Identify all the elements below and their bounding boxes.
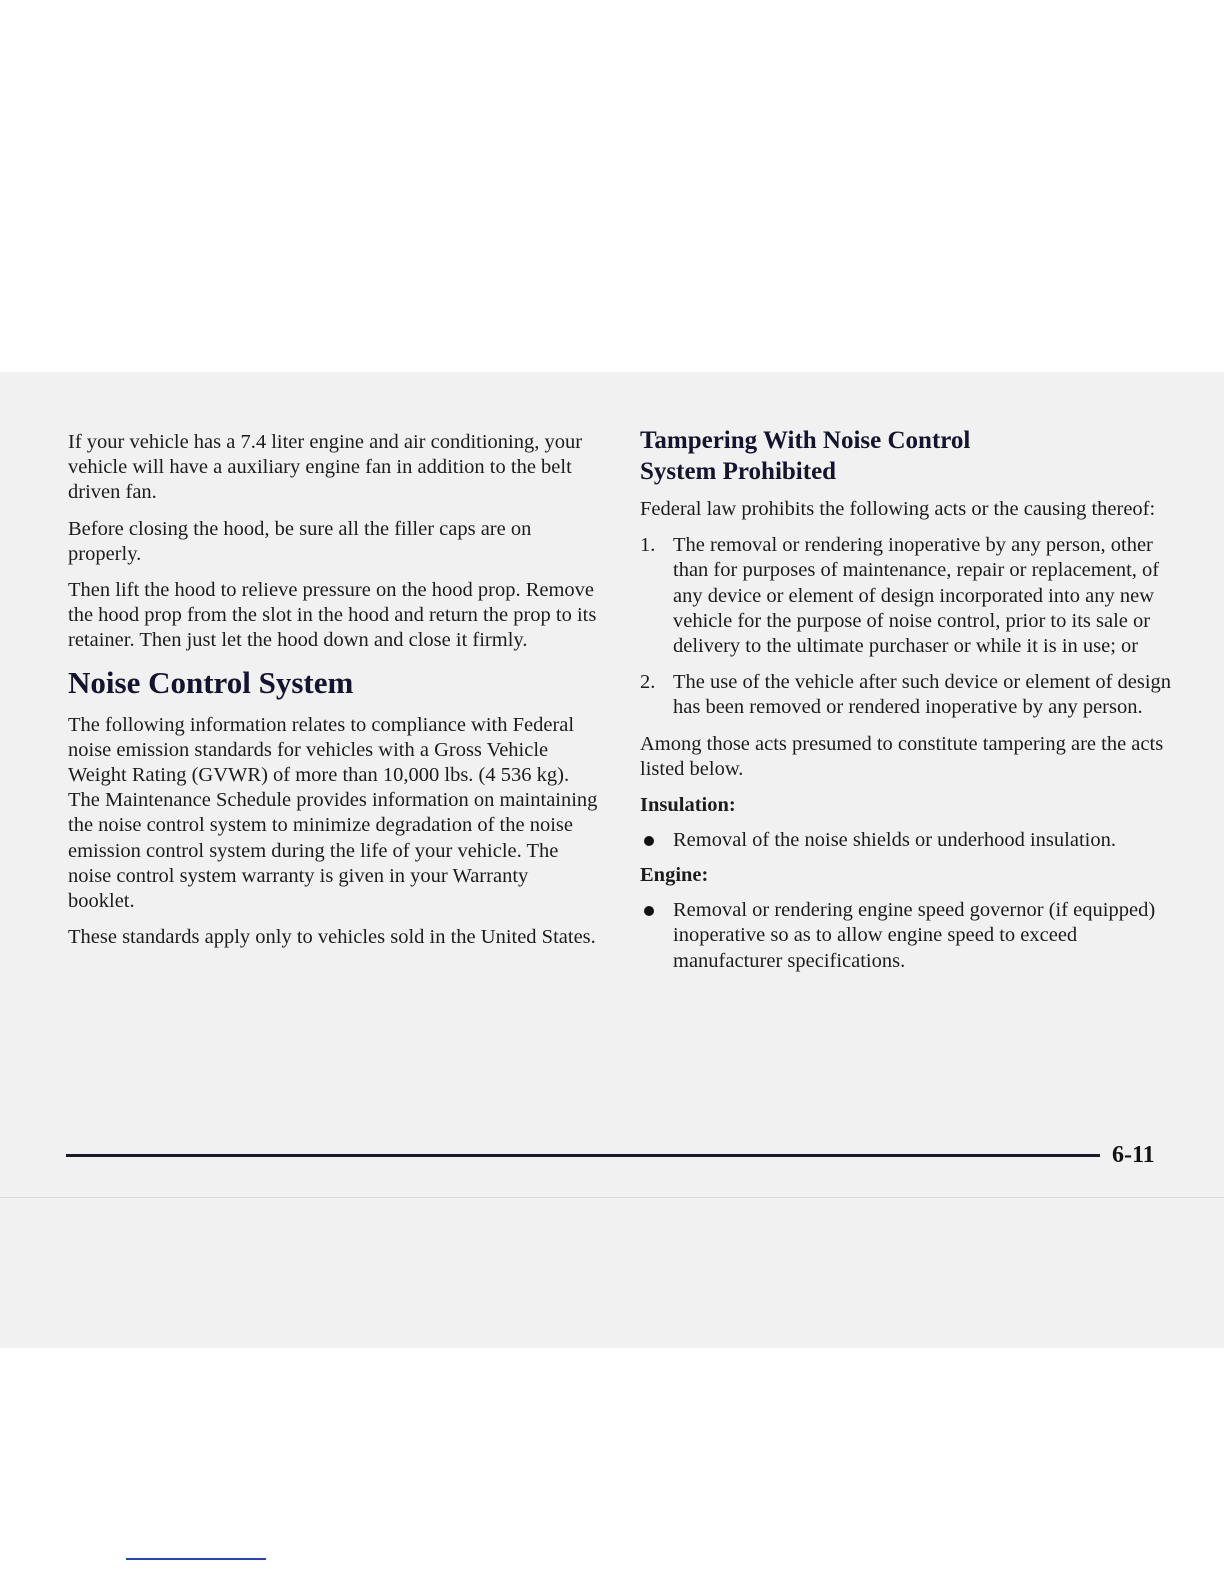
heading-noise-control-system: Noise Control System xyxy=(68,664,354,700)
page-number: 6-11 xyxy=(1112,1142,1155,1168)
engine-list xyxy=(640,898,1180,974)
heading-tampering-line2: System Prohibited xyxy=(640,457,837,485)
paragraph-standards: These standards apply only to vehicles sold in the United States. xyxy=(68,926,596,949)
left-column xyxy=(68,430,598,961)
divider xyxy=(0,1197,1224,1198)
list-item xyxy=(640,533,1180,659)
subheading-insulation: Insulation: xyxy=(640,794,736,817)
list-item-number: 2. xyxy=(640,671,656,694)
bullet-icon xyxy=(644,836,654,846)
subheading-engine: Engine: xyxy=(640,864,709,887)
list-item-text: Removal of the noise shields or underhood insulation. xyxy=(673,829,1116,852)
list-item xyxy=(640,670,1180,720)
heading-tampering-line1: Tampering With Noise Control xyxy=(640,427,971,454)
paragraph-compliance: The following information relates to compliance with Federal noise emission standards for vehicles with a Gross Vehicle Weight Rating (GVWR) of more than 10,000 lbs. (4 536 kg). The Maintenance Schedule provides information on maintaining the noise control system to minimize degradation of the noise emission control system during the life of your vehicle. The noise control system warranty is given in your Warranty booklet. xyxy=(68,713,598,913)
paragraph-hood-prop: Then lift the hood to relieve pressure on the hood prop. Remove the hood prop from the slot in the hood and return the prop to its retainer. Then just let the hood down and close it firmly. xyxy=(68,579,597,652)
list-item xyxy=(640,898,1180,974)
list-item xyxy=(640,828,1180,853)
heading-tampering xyxy=(640,426,1180,487)
list-item-text: The removal or rendering inoperative by any person, other than for purposes of maintenance, repair or replacement, of any device or element of design incorporated into any new vehicle for the purpose of noise control, prior to its sale or delivery to the ultimate purchaser or while it is in use; or xyxy=(673,534,1160,658)
bullet-icon xyxy=(644,906,654,916)
paragraph-presumed-tampering: Among those acts presumed to constitute tampering are the acts listed below. xyxy=(640,732,1164,780)
footer-rule xyxy=(66,1154,1100,1157)
paragraph-federal-law: Federal law prohibits the following acts or the causing thereof: xyxy=(640,498,1156,520)
paragraph-auxiliary-fan: If your vehicle has a 7.4 liter engine and air conditioning, your vehicle will have a auxiliary engine fan in addition to the belt driven fan. xyxy=(68,431,583,504)
right-column xyxy=(640,427,1180,984)
list-item-text: Removal or rendering engine speed governor (if equipped) inoperative so as to allow engine speed to exceed manufacturer specifications. xyxy=(673,899,1156,972)
list-item-text: The use of the vehicle after such device or element of design has been removed or rendered inoperative by any person. xyxy=(673,671,1172,719)
list-item-number: 1. xyxy=(640,534,656,557)
paragraph-filler-caps: Before closing the hood, be sure all the filler caps are on properly. xyxy=(68,517,532,565)
footer-link-underline[interactable] xyxy=(126,1558,266,1560)
insulation-list xyxy=(640,828,1180,853)
numbered-list xyxy=(640,533,1180,720)
